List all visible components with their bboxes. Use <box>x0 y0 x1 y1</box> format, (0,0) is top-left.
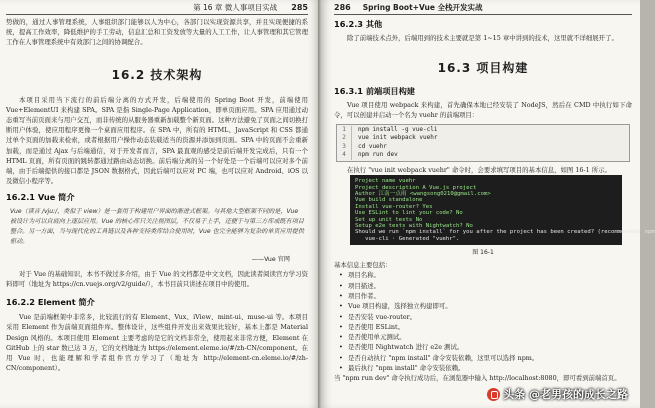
chapter-header: 第 16 章 微人事项目实战 <box>193 2 278 12</box>
element-paragraph: Vue 是前端框架中非常多，比较流行的有 Element、Vux、iView、mint-ui、muse-ui 等。本项目采用 Element 作为前端页面组件库。整体设计，这些组件开发出来效果比较好，基本上都是 Material Design 风格的。本项目使用 Element 主要考虑的是它的文档非常全，使用起来非常方便，Element 在 GitHub 上的 star 数已达 3 万，它的文档地址为 https://element.eleme.io/#/zh-CN/component。在用 Vue 时，也能理解和学者组件官方学习了（地址为 http://element-cn.eleme.io/#/zh-CN/component）。 <box>6 313 308 373</box>
toutiao-logo-icon <box>487 388 500 401</box>
right-running-header <box>334 0 632 15</box>
list-item: • 项目描述。 <box>334 281 632 291</box>
left-running-header <box>6 0 308 15</box>
architecture-paragraph: 本项目采用当下流行的前后端分离的方式开发，后端使用的 Spring Boot 开发，前端使用 Vue+ElementUI 来构建 SPA。SPA 是指 Single-Page Application，即单页面应用。SPA 应用通过动态重写当前页面来与用户交互，而非传统的从服务器重新加载整个新页面。这种方法避免了页面之间切换打断用户体验，使应用程序更像一个桌面应用程序。在 SPA 中，所有的 HTML、JavaScript 和 CSS 都通过单个页面的加载来检索，或者根据用户操作动态装载适当的资源并添加到页面。SPA 中的页面不会重新加载，而是通过 Ajax 与后端通信，对于开发者而言，SPA 最直观的感受是前后端开发完成后，只有一个 HTML 页面，所有页面的跳转都通过路由动态切换。前后端分离的另一个好处是一个后端可以应对多个前端，由于后端提供的接口都是 JSON 数据格式，因此后端可以应对 PC 端，也可以应对 Android、iOS 以及微信小程序等。 <box>6 95 308 186</box>
section-title-tech-arch: 16.2 技术架构 <box>111 67 203 82</box>
list-item: • 项目名称。 <box>334 270 632 280</box>
watermark <box>487 386 628 402</box>
list-item: • 是否安装 vue-router。 <box>334 312 632 322</box>
figure-caption: 图 16-1 <box>472 249 494 257</box>
list-item: • 是否使用 Nightwatch 进行 e2e 测试。 <box>334 342 632 352</box>
terminal-line: Should we run `npm install` for you after the project has been created? (recommended) npm <box>355 229 655 236</box>
subsection-title-other: 16.2.3 其他 <box>334 19 383 29</box>
other-paragraph: 除了前端技术点外，后端用到的技术主要就是第 1~15 章中讲到的技术，这里就不详细展开了。 <box>347 34 618 42</box>
subsection-title-element: 16.2.2 Element 简介 <box>6 297 95 308</box>
vue-quote-source: ——Vue 官网 <box>251 255 290 263</box>
terminal-line: Project description A Vue.js project <box>355 184 477 191</box>
list-item: • 最后执行 "npm install" 命令安装依赖。 <box>334 363 632 373</box>
list-item: • 项目作者。 <box>334 291 632 301</box>
list-item: • 是否使用单元测试。 <box>334 332 632 342</box>
terminal-line: Project name vuehr <box>355 178 416 185</box>
code-listing <box>336 124 630 162</box>
watermark-text: 头条 @老男孩的成长之路 <box>503 388 628 401</box>
left-page <box>0 0 318 408</box>
list-item: • Vue 项目构建，选择独立构建即可。 <box>334 301 632 311</box>
step-paragraph: 在执行 "vue init webpack vuehr" 命令时，会要求填写项目的基本信息，如图 16-1 所示。 <box>347 165 611 174</box>
book-title-header: Spring Boot+Vue 全栈开发实战 <box>362 2 483 12</box>
list-item: • 是否自动执行 "npm install" 命令安装依赖，这里可以选择 npm。 <box>334 353 632 363</box>
terminal-line: Use ESLint to lint your code? No <box>355 210 463 217</box>
code-line: 3 cd vuehr <box>337 143 629 152</box>
page-number: 285 <box>291 2 308 12</box>
subsection-title-vue: 16.2.1 Vue 简介 <box>6 192 75 203</box>
terminal-line: vue-cli · Generated "vuehr". <box>355 235 460 242</box>
terminal-line: Setup e2e tests with Nightwatch? No <box>355 223 473 230</box>
info-intro: 基本信息主要包括： <box>334 261 392 270</box>
right-page <box>322 0 655 408</box>
terminal-line: Vue build standalone <box>355 197 423 204</box>
terminal-line: Install vue-router? Yes <box>355 203 433 210</box>
code-line: 1 npm install -g vue-cli <box>337 126 629 135</box>
terminal-screenshot <box>350 175 655 245</box>
terminal-line: Author 江南一点雨 <wangsong0210@gmail.com> <box>355 191 491 197</box>
code-line: 4 npm run dev <box>337 151 629 160</box>
closing-paragraph: 当 "npm run dev" 命令执行成功后，在浏览器中输入 http://localhost:8080，即可看到前端首页。 <box>334 374 621 383</box>
subsection-title-frontend-build: 16.3.1 前端项目构建 <box>334 86 415 97</box>
intro-paragraph: 势做的，通过人事管理系统，人事组织部门能够以人为中心，各部门以实现资源共享，并且实现便捷的系统，提高工作效率，降低维护的手工劳动，信息汇总和工资发放等大量的人工工作，让人事管理和其它管理工作在人事管理系统中有效部门之间的协调配合。 <box>6 18 308 47</box>
section-title-project-build: 16.3 项目构建 <box>437 61 529 76</box>
vue-paragraph: 对于 Vue 的基础知识，本书不做过多介绍，由于 Vue 的文档都是中文文档，因此读者阅读官方学习资料即可（地址为 https://cn.vuejs.org/v2/guide/），本书目前只讲述在项目中的使用。 <box>6 269 308 289</box>
terminal-line: Set up unit tests No <box>355 216 423 223</box>
frontend-paragraph: Vue 项目使用 webpack 来构建，首先确保本地已经安装了 NodeJS，然后在 CMD 中执行如下命令，可以创建并启动一个名为 vuehr 的前端项目： <box>334 101 632 120</box>
list-item: • 是否使用 ESLint。 <box>334 322 632 332</box>
code-line: 2 vue init webpack vuehr <box>337 134 629 143</box>
page-number: 286 <box>334 2 351 12</box>
vue-quote: Vue（读音 /vjuː/，类似于 view）是一套用于构建用户界面的渐进式框架。与其他大型框架不同的是，Vue 被设计为可以自底向上逐层应用。Vue 的核心库只关注视图层，不仅易于上手，还便于与第三方库或既有项目整合。另一方面，当与现代化的工具链以及各种支持类库结合使用时，Vue 也完全能够为复杂的单页应用提供驱动。 <box>10 208 304 246</box>
